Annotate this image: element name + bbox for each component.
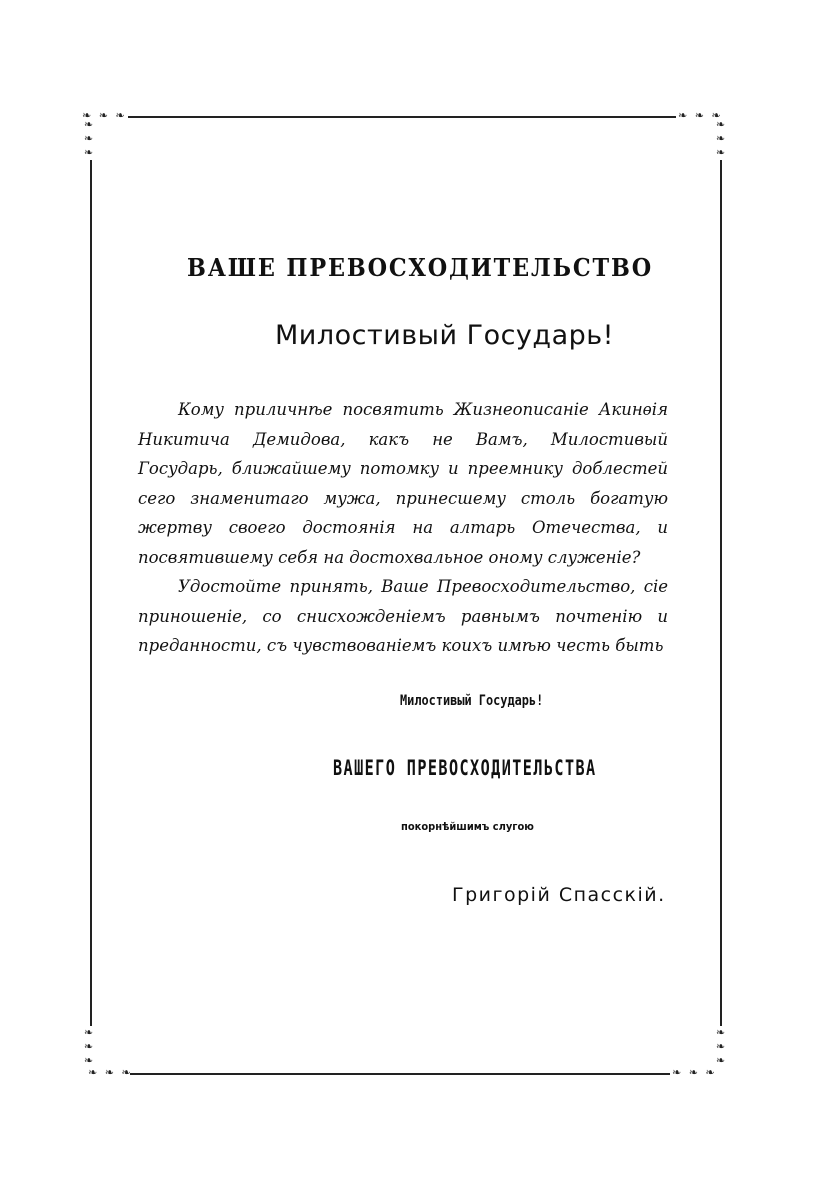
closing-servant: покорнѣйшимъ слугою xyxy=(401,820,534,833)
ornament-top-left-vertical: ❧❧❧ xyxy=(82,118,95,160)
dedication-paragraph-2: Удостойте принять, Ваше Превосходительство, сіе приношеніе, со снисхожденіемъ равнымъ почтенію и преданности, съ чувствованіемъ коихъ имѣю честь быть xyxy=(138,577,668,655)
ornament-bottom-left-vertical: ❧❧❧ xyxy=(82,1026,95,1068)
closing-greeting: Милостивый Государь! xyxy=(400,693,544,709)
ornament-bottom-left: ❧ ❧ ❧ xyxy=(88,1066,133,1079)
ornament-top-left: ❧ ❧ ❧ xyxy=(82,109,127,122)
ornament-bottom-right-vertical: ❧❧❧ xyxy=(714,1026,727,1068)
dedication-paragraph-1: Кому приличнѣе посвятить Жизнеописаніе Акинѳія Никитича Демидова, какъ не Вамъ, Милостивый Государь, ближайшему потомку и преемнику доблестей сего знаменитаго мужа, принесшему столь богатую жертву своего достоянія на алтарь Отечества, и посвятившему себя на достохвальное оному служеніе? xyxy=(138,400,668,567)
frame-right-border xyxy=(720,160,722,1026)
dedication-body xyxy=(138,395,668,661)
frame-top-border xyxy=(128,116,676,118)
dedication-address: Милостивый Государь! xyxy=(275,320,614,351)
frame-bottom-border xyxy=(130,1073,670,1075)
ornament-bottom-right: ❧ ❧ ❧ xyxy=(672,1066,717,1079)
signature: Григорій Спасскій. xyxy=(452,884,666,906)
ornament-top-right-vertical: ❧❧❧ xyxy=(714,118,727,160)
ornament-top-right: ❧ ❧ ❧ xyxy=(678,109,723,122)
frame-left-border xyxy=(90,160,92,1026)
dedication-title: ВАШЕ ПРЕВОСХОДИТЕЛЬСТВО xyxy=(186,253,654,282)
closing-title: ВАШЕГО ПРЕВОСХОДИТЕЛЬСТВА xyxy=(333,756,597,780)
